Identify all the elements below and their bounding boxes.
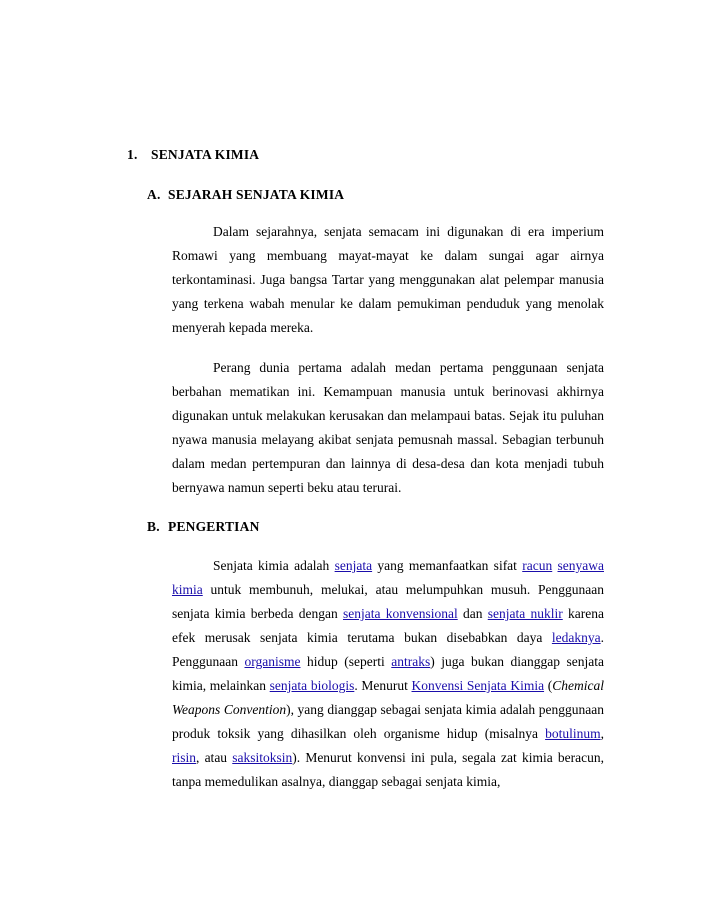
link-saksitoksin[interactable]: saksitoksin — [232, 750, 293, 765]
section-b-paragraph — [172, 554, 604, 794]
section-a-title: SEJARAH SENJATA KIMIA — [168, 187, 345, 202]
section-a-paragraph-2: Perang dunia pertama adalah medan pertama penggunaan senjata berbahan mematikan ini. Kemampuan manusia untuk berinovasi akhirnya digunakan untuk melakukan kerusakan dan melampaui batas. Sejak itu puluhan nyawa manusia melayang akibat senjata pemusnah massal. Sebagian terbunuh dalam medan pertempuran dan lainnya di desa-desa dan kota menjadi tubuh bernyawa namun seperti beku atau terurai. — [172, 360, 604, 495]
heading-text: SENJATA KIMIA — [151, 147, 260, 162]
section-b-letter: B. — [147, 519, 160, 534]
text-run: karena efek merusak senjata kimia terutama bukan disebabkan daya — [172, 606, 604, 645]
text-run: untuk membunuh, melukai, atau melumpuhkan musuh. Penggunaan senjata kimia berbeda dengan — [172, 582, 604, 621]
link-senjata-nuklir[interactable]: senjata nuklir — [487, 606, 563, 621]
text-run: , — [600, 726, 604, 741]
section-b-heading — [147, 519, 260, 535]
text-run: dan — [457, 606, 488, 621]
section-b-title: PENGERTIAN — [168, 519, 260, 534]
link-ledaknya[interactable]: ledaknya — [551, 630, 601, 645]
section-a-paragraph-1: Dalam sejarahnya, senjata semacam ini digunakan di era imperium Romawi yang membuang mayat-mayat ke dalam sungai agar airnya terkontaminasi. Juga bangsa Tartar yang menggunakan alat pelempar manusia yang terkena wabah menular ke dalam pemukiman penduduk yang menolak menyerah kepada mereka. — [172, 224, 604, 335]
heading-senjata-kimia — [127, 147, 259, 163]
link-senjata-biologis[interactable]: senjata biologis — [269, 678, 355, 693]
text-run: hidup (seperti — [300, 654, 392, 669]
link-senjata-konvensional[interactable]: senjata konvensional — [342, 606, 458, 621]
heading-number: 1. — [127, 147, 138, 162]
link-organisme[interactable]: organisme — [244, 654, 301, 669]
section-a-letter: A. — [147, 187, 161, 202]
text-run: . Menurut — [354, 678, 412, 693]
italic-chemical-weapons-convention: Chemical Weapons Convention — [172, 678, 604, 717]
link-racun[interactable]: racun — [522, 558, 553, 573]
text-run: ), yang dianggap sebagai senjata kimia adalah penggunaan produk toksik yang dihasilkan oleh organisme hidup (misalnya — [172, 702, 604, 741]
text-run: ) juga bukan dianggap senjata kimia, melainkan — [172, 654, 605, 693]
text-run: . Penggunaan — [172, 630, 604, 669]
link-botulinum[interactable]: botulinum — [545, 726, 601, 741]
text-run: yang memanfaatkan sifat — [372, 558, 523, 573]
text-run: ( — [544, 678, 553, 693]
link-konvensi-senjata-kimia[interactable]: Konvensi Senjata Kimia — [411, 678, 545, 693]
text-run: , atau — [196, 750, 233, 765]
link-antraks[interactable]: antraks — [391, 654, 431, 669]
link-senyawa-kimia[interactable]: senyawa kimia — [172, 558, 604, 597]
text-run: ). Menurut konvensi ini pula, segala zat kimia beracun, tanpa memedulikan asalnya, dianggap sebagai senjata kimia, — [172, 750, 604, 789]
link-senjata[interactable]: senjata — [334, 558, 373, 573]
text-run: Senjata kimia adalah — [213, 558, 335, 573]
link-risin[interactable]: risin — [172, 750, 197, 765]
section-a-heading — [147, 187, 344, 203]
